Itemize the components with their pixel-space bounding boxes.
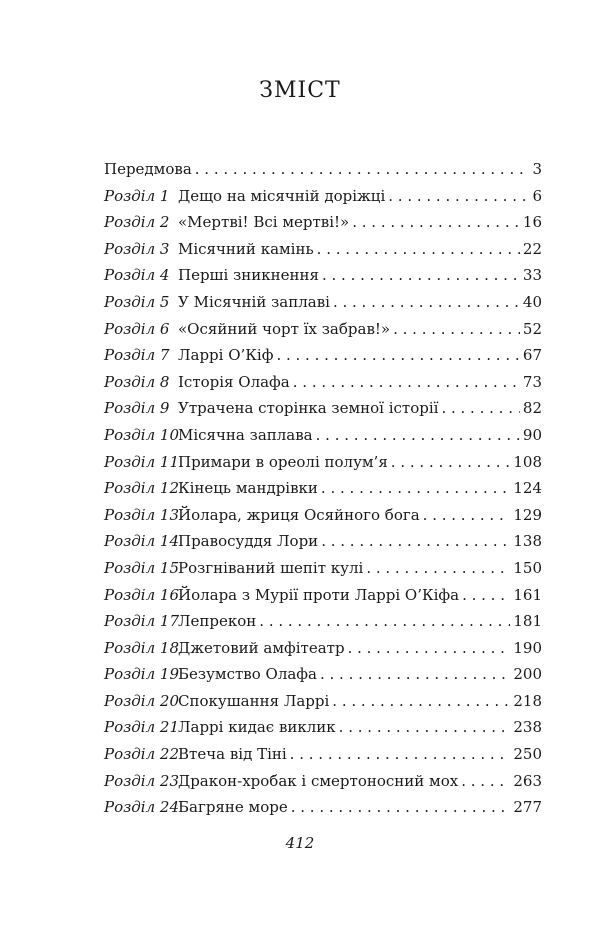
toc-entry-title: Примари в ореолі полум’я [178, 452, 388, 471]
toc-entry-title: Перші зникнення [178, 266, 319, 285]
toc-entry-number: Розділ 15 [104, 558, 180, 577]
toc-entry-number: Розділ 3 [104, 239, 170, 258]
dot-leader [195, 160, 530, 178]
toc-entry [104, 240, 542, 267]
toc-entry-title: Дракон-хробак і смертоносний мох [178, 771, 459, 790]
toc-entry-number: Розділ 18 [104, 638, 180, 657]
toc-entry-page: 238 [513, 718, 542, 737]
chapter-list [104, 187, 542, 825]
toc-entry [104, 399, 542, 426]
toc-entry-page: 82 [522, 399, 542, 418]
toc-entry-number: Розділ 17 [104, 612, 180, 631]
toc-entry-number: Розділ 20 [104, 691, 180, 710]
toc-entry-page: 108 [513, 452, 542, 471]
toc-entry-number: Розділ 2 [104, 213, 170, 232]
toc-entry-title: Джетовий амфітеатр [178, 638, 345, 657]
toc-entry-title: «Мертві! Всі мертві!» [178, 213, 350, 232]
toc-entry [104, 479, 542, 506]
toc-entry-number: Розділ 11 [104, 452, 180, 471]
dot-leader [316, 426, 520, 444]
toc-entry [104, 532, 542, 559]
toc-entry-number: Розділ 10 [104, 425, 180, 444]
toc-entry-page: 277 [513, 798, 542, 817]
toc-entry-page: 138 [513, 532, 542, 551]
page-number: 412 [285, 834, 315, 852]
page-title: ЗМІСТ [259, 78, 341, 103]
toc-entry-title: «Осяйний чорт їх забрав!» [178, 319, 391, 338]
toc-entry-page: 190 [513, 638, 542, 657]
toc-entry-number: Розділ 5 [104, 292, 170, 311]
toc-entry [104, 745, 542, 772]
toc-entry-page: 181 [513, 612, 542, 631]
toc-entry-number: Розділ 9 [104, 399, 170, 418]
toc-entry [104, 586, 542, 613]
toc-entry-number: Розділ 8 [104, 372, 170, 391]
toc-entry-number: Розділ 12 [104, 479, 180, 498]
dot-leader [321, 532, 510, 550]
dot-leader [332, 692, 510, 710]
toc-entry-number: Розділ 19 [104, 665, 180, 684]
toc-entry-title: Йолара з Мурії проти Ларрі О’Кіфа [178, 585, 460, 604]
toc-entry-title: Розгніваний шепіт кулі [178, 558, 364, 577]
toc-entry-preface [104, 160, 542, 187]
toc-entry-number: Розділ 1 [104, 186, 170, 205]
toc-entry-title: Ларрі О’Кіф [178, 346, 274, 365]
toc-entry-title: Дещо на місячній доріжці [178, 186, 386, 205]
dot-leader [393, 320, 520, 338]
dot-leader [339, 718, 511, 736]
toc-entry-page: 52 [522, 319, 542, 338]
dot-leader [423, 506, 511, 524]
toc-entry [104, 453, 542, 480]
toc-entry [104, 612, 542, 639]
dot-leader [317, 240, 520, 258]
toc-entry-number: Розділ 24 [104, 798, 180, 817]
toc-entry-number: Розділ 4 [104, 266, 170, 285]
dot-leader [290, 745, 511, 763]
toc-entry-page: 263 [513, 771, 542, 790]
toc-entry [104, 506, 542, 533]
toc-entry-title: Втеча від Тіні [178, 745, 287, 764]
toc-entry-title: Місячний камінь [178, 239, 314, 258]
toc-entry-page: 22 [522, 239, 542, 258]
toc-entry-page: 73 [522, 372, 542, 391]
toc-entry-page: 3 [532, 160, 542, 178]
toc-entry-page: 129 [513, 505, 542, 524]
toc-entry-page: 90 [522, 425, 542, 444]
dot-leader [348, 639, 511, 657]
toc-entry [104, 426, 542, 453]
toc-entry [104, 718, 542, 745]
toc-entry [104, 320, 542, 347]
toc-entry-title: Безумство Олафа [178, 665, 317, 684]
toc-entry [104, 692, 542, 719]
toc-entry [104, 665, 542, 692]
toc-entry-number: Розділ 7 [104, 346, 170, 365]
dot-leader [320, 665, 510, 683]
dot-leader [462, 586, 510, 604]
dot-leader [352, 213, 520, 231]
toc-entry-title: Утрачена сторінка земної історії [178, 399, 439, 418]
toc-entry-number: Розділ 22 [104, 745, 180, 764]
toc-entry [104, 639, 542, 666]
dot-leader [333, 293, 520, 311]
toc-entry-page: 161 [513, 585, 542, 604]
toc-entry [104, 772, 542, 799]
toc-entry-title: Спокушання Ларрі [178, 691, 330, 710]
toc-entry-page: 150 [513, 558, 542, 577]
toc-entry-number: Розділ 23 [104, 771, 180, 790]
toc-entry-page: 33 [522, 266, 542, 285]
toc-entry [104, 798, 542, 825]
dot-leader [366, 559, 510, 577]
toc-entry [104, 213, 542, 240]
dot-leader [391, 453, 511, 471]
dot-leader [259, 612, 510, 630]
toc-entry-title: Лепрекон [178, 612, 257, 631]
toc-entry-number: Розділ 6 [104, 319, 170, 338]
toc-entry-page: 124 [513, 479, 542, 498]
toc-entry [104, 266, 542, 293]
toc-entry-title: Історія Олафа [178, 372, 290, 391]
toc-entry-page: 6 [532, 186, 542, 205]
toc-entry [104, 187, 542, 214]
toc-entry [104, 559, 542, 586]
toc-entry-page: 67 [522, 346, 542, 365]
toc-entry-title: Ларрі кидає виклик [178, 718, 336, 737]
toc-entry-number: Розділ 14 [104, 532, 180, 551]
dot-leader [388, 187, 529, 205]
toc-entry-title: Місячна заплава [178, 425, 313, 444]
toc-entry-page: 16 [522, 213, 542, 232]
toc-entry-number: Розділ 21 [104, 718, 180, 737]
toc-entry [104, 293, 542, 320]
table-of-contents [104, 160, 542, 825]
toc-entry-title: У Місячній заплаві [178, 292, 330, 311]
toc-entry-title: Кінець мандрівки [178, 479, 318, 498]
toc-entry-number: Розділ 16 [104, 585, 180, 604]
dot-leader [461, 772, 510, 790]
dot-leader [441, 399, 519, 417]
toc-entry-page: 218 [513, 691, 542, 710]
toc-entry-page: 250 [513, 745, 542, 764]
dot-leader [276, 346, 519, 364]
dot-leader [321, 479, 510, 497]
toc-entry-title: Передмова [104, 160, 192, 178]
dot-leader [322, 266, 520, 284]
dot-leader [293, 373, 520, 391]
toc-entry-number: Розділ 13 [104, 505, 180, 524]
dot-leader [291, 798, 511, 816]
toc-entry-page: 40 [522, 292, 542, 311]
toc-entry-title: Багряне море [178, 798, 288, 817]
toc-entry-title: Йолара, жриця Осяйного бога [178, 505, 420, 524]
toc-entry [104, 346, 542, 373]
toc-entry [104, 373, 542, 400]
toc-entry-page: 200 [513, 665, 542, 684]
toc-entry-title: Правосуддя Лори [178, 532, 319, 551]
